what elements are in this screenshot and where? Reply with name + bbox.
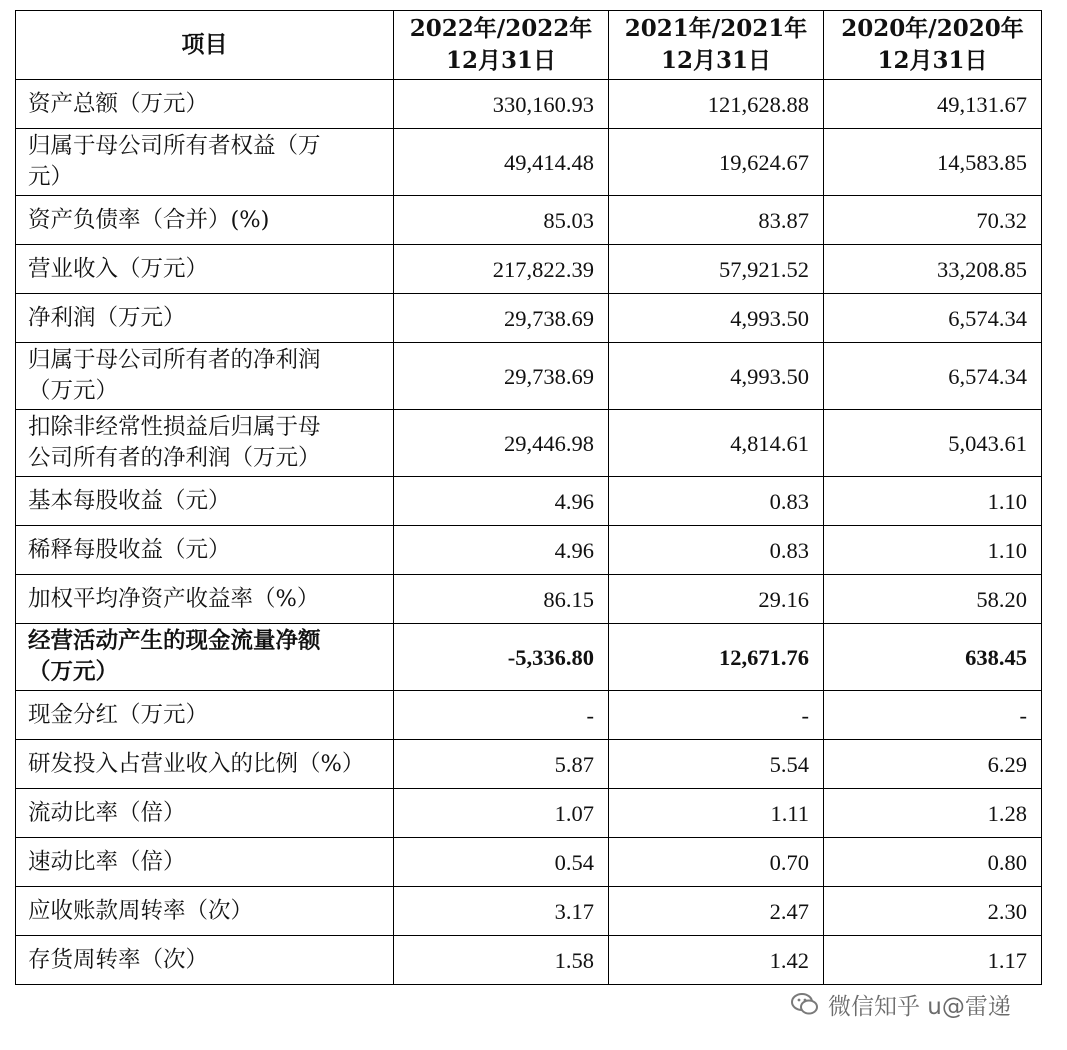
row-label-line: 速动比率（倍）: [28, 848, 186, 875]
table-row: [16, 789, 1042, 838]
value-2022: 86.15: [394, 575, 609, 624]
value-2021: 57,921.52: [609, 245, 824, 294]
row-label: [16, 740, 394, 789]
table-row: [16, 294, 1042, 343]
value-2021: -: [609, 691, 824, 740]
row-label-line: 经营活动产生的现金流量净额: [28, 628, 321, 654]
row-label: [16, 936, 394, 985]
watermark: [790, 986, 1011, 1022]
value-2020: 6,574.34: [824, 294, 1042, 343]
table-row: [16, 477, 1042, 526]
value-2022: 29,446.98: [394, 410, 609, 477]
value-2021: 0.83: [609, 477, 824, 526]
row-label-line: （万元）: [28, 378, 119, 404]
value-2021: 1.42: [609, 936, 824, 985]
header-2021: 2021年/2021年 12月31日: [609, 11, 824, 80]
row-label-line: 加权平均净资产收益率（%）: [28, 585, 320, 612]
value-2021: 121,628.88: [609, 80, 824, 129]
value-2020: 14,583.85: [824, 129, 1042, 196]
value-2022: 4.96: [394, 477, 609, 526]
row-label-line: （万元）: [28, 659, 119, 685]
value-2020: -: [824, 691, 1042, 740]
row-label-line: 稀释每股收益（元）: [28, 536, 231, 563]
row-label-line: 扣除非经常性损益后归属于母: [28, 414, 321, 440]
row-label-line: 流动比率（倍）: [28, 799, 186, 826]
value-2020: 2.30: [824, 887, 1042, 936]
row-label: [16, 343, 394, 410]
value-2020: 1.28: [824, 789, 1042, 838]
value-2021: 4,993.50: [609, 343, 824, 410]
value-2022: 3.17: [394, 887, 609, 936]
table-row: [16, 936, 1042, 985]
value-2021: 29.16: [609, 575, 824, 624]
row-label: [16, 129, 394, 196]
value-2020: 5,043.61: [824, 410, 1042, 477]
row-label: [16, 789, 394, 838]
value-2022: 29,738.69: [394, 343, 609, 410]
table-row: [16, 691, 1042, 740]
value-2020: 33,208.85: [824, 245, 1042, 294]
watermark-text: 微信知乎 u@雷递: [828, 993, 1011, 1020]
row-label: [16, 410, 394, 477]
row-label-line: 现金分红（万元）: [28, 701, 209, 728]
value-2021: 0.70: [609, 838, 824, 887]
value-2021: 19,624.67: [609, 129, 824, 196]
value-2022: 217,822.39: [394, 245, 609, 294]
table-row: [16, 887, 1042, 936]
value-2020: 1.10: [824, 477, 1042, 526]
value-2022: 4.96: [394, 526, 609, 575]
value-2021: 2.47: [609, 887, 824, 936]
table-body: [16, 80, 1042, 985]
value-2021: 12,671.76: [609, 624, 824, 691]
value-2022: -: [394, 691, 609, 740]
value-2022: 29,738.69: [394, 294, 609, 343]
row-label: [16, 245, 394, 294]
value-2020: 1.17: [824, 936, 1042, 985]
table-row: [16, 245, 1042, 294]
value-2022: -5,336.80: [394, 624, 609, 691]
value-2020: 0.80: [824, 838, 1042, 887]
row-label: [16, 477, 394, 526]
row-label-line: 元）: [28, 164, 74, 190]
wechat-icon: [790, 989, 820, 1019]
value-2020: 70.32: [824, 196, 1042, 245]
header-item: 项目: [16, 11, 394, 80]
value-2022: 330,160.93: [394, 80, 609, 129]
row-label-line: 研发投入占营业收入的比例（%）: [28, 750, 365, 777]
value-2022: 1.07: [394, 789, 609, 838]
row-label-line: 净利润（万元）: [28, 304, 186, 331]
row-label-line: 营业收入（万元）: [28, 255, 209, 282]
table-row: [16, 838, 1042, 887]
row-label: [16, 294, 394, 343]
table-row: [16, 624, 1042, 691]
header-row: [16, 11, 1042, 80]
value-2020: 1.10: [824, 526, 1042, 575]
row-label-line: 归属于母公司所有者的净利润: [28, 347, 321, 373]
row-label: [16, 838, 394, 887]
value-2020: 638.45: [824, 624, 1042, 691]
row-label: [16, 624, 394, 691]
value-2021: 4,993.50: [609, 294, 824, 343]
value-2020: 49,131.67: [824, 80, 1042, 129]
value-2021: 83.87: [609, 196, 824, 245]
table-row: [16, 410, 1042, 477]
value-2022: 1.58: [394, 936, 609, 985]
row-label-line: 应收账款周转率（次）: [28, 897, 254, 924]
table-row: [16, 740, 1042, 789]
table-row: [16, 575, 1042, 624]
row-label: [16, 80, 394, 129]
row-label-line: 资产负债率（合并）(%): [28, 206, 270, 233]
header-2020: 2020年/2020年 12月31日: [824, 11, 1042, 80]
row-label: [16, 575, 394, 624]
value-2021: 5.54: [609, 740, 824, 789]
row-label: [16, 196, 394, 245]
row-label-line: 公司所有者的净利润（万元）: [28, 445, 321, 471]
value-2020: 6.29: [824, 740, 1042, 789]
row-label-line: 资产总额（万元）: [28, 90, 209, 117]
value-2020: 58.20: [824, 575, 1042, 624]
row-label-line: 存货周转率（次）: [28, 946, 209, 973]
value-2022: 49,414.48: [394, 129, 609, 196]
value-2022: 85.03: [394, 196, 609, 245]
table-row: [16, 196, 1042, 245]
table-row: [16, 343, 1042, 410]
table-row: [16, 129, 1042, 196]
table-row: [16, 526, 1042, 575]
row-label-line: 归属于母公司所有者权益（万: [28, 133, 321, 159]
value-2021: 4,814.61: [609, 410, 824, 477]
row-label-line: 基本每股收益（元）: [28, 487, 231, 514]
header-2022: 2022年/2022年 12月31日: [394, 11, 609, 80]
row-label: [16, 887, 394, 936]
table-row: [16, 80, 1042, 129]
row-label: [16, 691, 394, 740]
value-2021: 0.83: [609, 526, 824, 575]
value-2021: 1.11: [609, 789, 824, 838]
value-2022: 0.54: [394, 838, 609, 887]
value-2022: 5.87: [394, 740, 609, 789]
value-2020: 6,574.34: [824, 343, 1042, 410]
financial-summary-table: [15, 10, 1042, 985]
row-label: [16, 526, 394, 575]
